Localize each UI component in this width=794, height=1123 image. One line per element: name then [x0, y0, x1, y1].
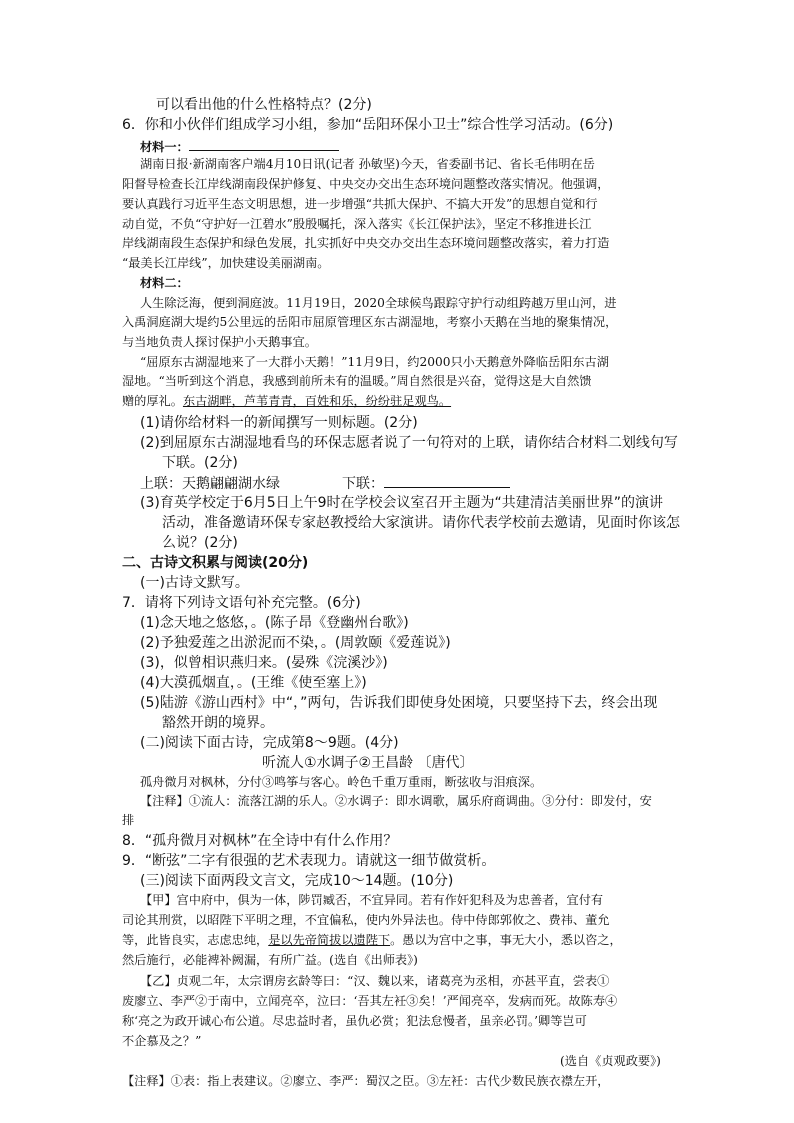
passage-b-line: 称‘亮之为政开诚心布公道。尽忠益时者，虽仇必赏；犯法怠慢者，虽亲必罚。’卿等岂可: [122, 1014, 587, 1028]
material-2-line: 人生除泛海，便到洞庭波。11月19日，2020全球候鸟跟踪守护行动组跨越万里山河，进: [140, 296, 617, 310]
question-7-item: (3)，似曾相识燕归来。(晏殊《浣溪沙》): [140, 655, 388, 671]
material-1-line: 岸线湖南段生态保护和绿色发展，扎实抓好中央交办交出生态环境问题整改落实，着力打造: [122, 236, 610, 250]
material-1-line: 阳督导检查长江岸线湖南段保护修复、中央交办交出生态环境问题整改落实情况。他强调，: [122, 177, 610, 191]
subsection-3-heading: (三)阅读下面两段文言文，完成10～14题。(10分): [140, 873, 454, 889]
couplet-line: [140, 473, 510, 494]
underlined-phrase: 是以先帝简拔以遗陛下: [268, 933, 391, 947]
material-2-line: 赠的厚礼。东古湖畔，芦苇青青，百姓和乐，纷纷驻足观鸟。: [122, 394, 452, 408]
material-1-label: 材料一：: [140, 136, 339, 156]
subsection-2-heading: (二)阅读下面古诗，完成第8～9题。(4分): [140, 735, 399, 751]
underlined-sentence: 东古湖畔，芦苇青青，百姓和乐，纷纷驻足观鸟。: [182, 394, 452, 408]
question-6-2-tail: 下联。(2分): [162, 455, 238, 471]
question-7-item-tail: 豁然开朗的境界。: [162, 715, 274, 731]
material-1-line: “最美长江岸线”，加快建设美丽湖南。: [122, 256, 330, 270]
poem-text: 孤舟微月对枫林，分付③鸣筝与客心。岭色千重万重雨，断弦收与泪痕深。: [140, 775, 543, 789]
poem-notes: 【注释】①流人：流落江湖的乐人。②水调子：即水调歌，属乐府商调曲。③分付：即发付，安: [140, 794, 652, 808]
passage-a-line: 【甲】宫中府中，俱为一体，陟罚臧否，不宜异同。若有作奸犯科及为忠善者，宜付有: [140, 893, 604, 907]
section-2-heading: 二、古诗文积累与阅读(20分): [122, 555, 309, 571]
passage-b-source: (选自《贞观政要》): [560, 1054, 661, 1068]
poem-notes-tail: 排: [122, 813, 135, 827]
question-7-heading: 7．请将下列诗文语句补充完整。(6分): [122, 595, 361, 611]
material-1-blank-line: [189, 136, 339, 151]
lower-couplet-label: 下联：: [342, 476, 384, 492]
question-7-item: (2)予独爱莲之出淤泥而不染，。(周敦颐《爱莲说》): [140, 635, 451, 651]
upper-couplet: 上联：天鹅翩翩湖水绿: [140, 476, 280, 492]
question-6-3: (3)育英学校定于6月5日上午9时在学校会议室召开主题为“共建清洁美丽世界”的演讲: [140, 495, 664, 511]
answer-blank-line[interactable]: [384, 473, 510, 488]
passage-a-line: 然后施行，必能裨补阙漏，有所广益。(选自《出师表》): [122, 953, 418, 967]
material-1-line: 动自觉，不负“守护好一江碧水”殷殷嘱托，深入落实《长江保护法》，坚定不移推进长江: [122, 217, 592, 231]
material-1-line: 要认真践行习近平生态文明思想，进一步增强“共抓大保护、不搞大开发”的思想自觉和行: [122, 197, 598, 211]
poem-title: 听流人①水调子②王昌龄 〔唐代〕: [262, 755, 474, 771]
question-6-3-line: 么说？(2分): [162, 535, 238, 551]
passage-b-line: 废廖立、李严②于南中，立闻亮卒，泣曰：‘吾其左衽③矣！’严闻亮卒，发病而死。故陈寿④: [122, 994, 618, 1008]
question-6-1: (1)请你给材料一的新闻撰写一则标题。(2分): [140, 415, 418, 431]
material-2-label: 材料二：: [140, 276, 189, 290]
material-2-line: “屈原东古湖湿地来了一大群小天鹅！”11月9日，约2000只小天鹅意外降临岳阳东古湖: [140, 355, 609, 369]
material-2-line: 与当地负责人探讨保护小天鹅事宜。: [122, 335, 317, 349]
passage-notes: 【注释】①表：指上表建议。②廖立、李严：蜀汉之臣。③左衽：古代少数民族衣襟左开，: [122, 1074, 610, 1088]
question-8: 8．“孤舟微月对枫林”在全诗中有什么作用？: [122, 833, 398, 849]
question-7-item: (5)陆游《游山西村》中“，”两句，告诉我们即使身处困境，只要坚持下去，终会出现: [140, 695, 658, 711]
passage-b-line: 不企慕及之？”: [122, 1034, 202, 1048]
passage-a-line: 司论其刑赏，以昭陛下平明之理，不宜偏私，使内外异法也。侍中侍郎郭攸之、费祎、董允: [122, 913, 610, 927]
question-6-2: (2)到屈原东古湖湿地看鸟的环保志愿者说了一句符对的上联，请你结合材料二划线句写: [140, 435, 678, 451]
question-7-item: (1)念天地之悠悠，。(陈子昂《登幽州台歌》): [140, 615, 409, 631]
question-9: 9．“断弦”二字有很强的艺术表现力。请就这一细节做赏析。: [122, 853, 496, 869]
question-6-3-line: 活动，准备邀请环保专家赵教授给大家演讲。请你代表学校前去邀请，见面时你该怎: [162, 515, 680, 531]
passage-b-line: 【乙】贞观二年，太宗谓房玄龄等曰：“汉、魏以来，诸葛亮为丞相，亦甚平直，尝表①: [140, 974, 610, 988]
material-1-line: 湖南日报·新湖南客户端4月10日讯(记者 孙敏坚)今天，省委副书记、省长毛伟明在岳: [140, 157, 595, 171]
passage-a-line: 等，此皆良实，志虑忠纯，是以先帝简拔以遗陛下。愚以为宫中之事，事无大小，悉以咨之，: [122, 933, 622, 947]
question-5-tail: 可以看出他的什么性格特点？(2分): [156, 97, 372, 113]
question-6-heading: 6．你和小伙伴们组成学习小组，参加“岳阳环保小卫士”综合性学习活动。(6分): [122, 117, 614, 133]
subsection-1-heading: (一)古诗文默写。: [140, 575, 249, 591]
material-2-line: 湿地。“当听到这个消息，我感到前所未有的温暖。”周自然很是兴奋，觉得这是大自然馈: [122, 374, 592, 388]
question-7-item: (4)大漠孤烟直，。(王维《使至塞上》): [140, 675, 367, 691]
material-2-line: 入禹洞庭湖大堤约5公里远的岳阳市屈原管理区东古湖湿地，考察小天鹅在当地的聚集情况，: [122, 315, 618, 329]
